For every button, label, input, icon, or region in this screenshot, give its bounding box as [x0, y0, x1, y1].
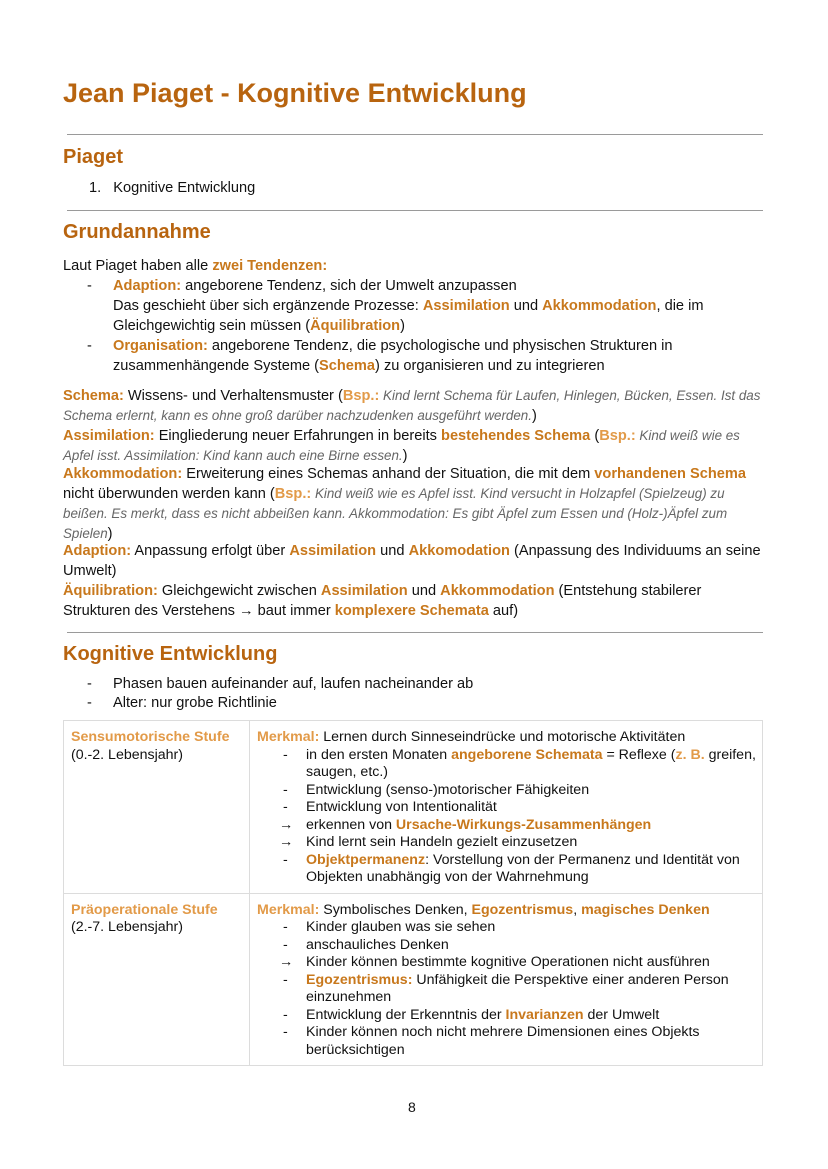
- stages-table: [63, 720, 763, 1066]
- list-item: → erkennen von Ursache-Wirkungs-Zusammenhängen: [279, 816, 652, 833]
- list-item: - anschauliches Denken: [283, 936, 449, 953]
- section-heading-piaget: Piaget: [63, 146, 124, 168]
- definition-aequilibration: Äquilibration: Gleichgewicht zwischen Assimilation und Akkommodation (Entstehung stabilerer Strukturen des Verstehens → baut immer komplexere Schemata auf): [63, 583, 702, 619]
- definition-adaption: Adaption: Anpassung erfolgt über Assimilation und Akkomodation (Anpassung des Individuums an seine Umwelt): [63, 543, 761, 579]
- section-heading-kognitive-entwicklung: Kognitive Entwicklung: [63, 643, 278, 665]
- stage-age: (0.-2. Lebensjahr): [71, 746, 183, 763]
- section-heading-grundannahme: Grundannahme: [63, 221, 211, 243]
- divider: [67, 134, 763, 135]
- divider: [67, 210, 763, 211]
- divider: [67, 632, 763, 633]
- list-item: - Entwicklung (senso-)motorischer Fähigkeiten: [283, 781, 590, 798]
- table-row: [64, 893, 763, 1066]
- page-title: Jean Piaget - Kognitive Entwicklung: [63, 78, 527, 108]
- page-number: 8: [408, 1099, 416, 1115]
- list-item: - Objektpermanenz: Vorstellung von der Permanenz und Identität von Objekten unabhängig von der Wahrnehmung: [283, 851, 740, 885]
- list-item: → Kinder können bestimmte kognitive Operationen nicht ausführen: [279, 954, 710, 970]
- list-item: - Kinder glauben was sie sehen: [283, 919, 496, 935]
- stage-age: (2.-7. Lebensjahr): [71, 919, 183, 935]
- list-item: - Entwicklung der Erkenntnis der Invarianzen der Umwelt: [283, 1006, 660, 1023]
- stage-name: Präoperationale Stufe: [71, 901, 218, 918]
- intro-text: Laut Piaget haben alle zwei Tendenzen:: [63, 258, 328, 274]
- stage-name: Sensumotorische Stufe: [71, 729, 230, 745]
- numbered-list-item: 1. Kognitive Entwicklung: [89, 180, 256, 196]
- stage-features-cell: Merkmal: Lernen durch Sinneseindrücke und motorische Aktivitäten - in den ersten Monaten angeborene Schemata = Reflexe (z. B. greifen, saugen, etc.) - Entwicklung (senso-)motorischer Fähigkeiten - Entwicklung von Intentionalität → erkennen von Ursache-Wirkungs-Zusammenhängen → Kind lernt sein Handeln gezielt einzusetzen - Objektpermanenz: Vorstellung von der Permanenz und Identität von Objekten unabhängig von der Wahrnehmung: [250, 721, 763, 894]
- stage-name-cell: [64, 893, 250, 1066]
- stage-name-cell: [64, 721, 250, 894]
- list-item: - Entwicklung von Intentionalität: [283, 799, 497, 815]
- definition-assimilation: Assimilation: Eingliederung neuer Erfahrungen in bereits bestehendes Schema (Bsp.: Kind weiß wie es Apfel isst. Assimilation: Kind kann auch eine Birne essen.): [63, 428, 740, 464]
- list-item: - in den ersten Monaten angeborene Schemata = Reflexe (z. B. greifen, saugen, etc.): [283, 746, 756, 780]
- stage-features-cell: Merkmal: Symbolisches Denken, Egozentrismus, magisches Denken - Kinder glauben was sie sehen - anschauliches Denken → Kinder können bestimmte kognitive Operationen nicht ausführen - Egozentrismus: Unfähigkeit die Perspektive einer anderen Person einzunehmen - Entwicklung der Erkenntnis der Invarianzen der Umwelt - Kinder können noch nicht mehrere Dimensionen eines Objekts berücksichtigen: [250, 893, 763, 1066]
- table-row: [64, 721, 763, 894]
- definition-schema: Schema: Wissens- und Verhaltensmuster (Bsp.: Kind lernt Schema für Laufen, Hinlegen, Bücken, Essen. Ist das Schema erlernt, kann es ohne groß darüber nachzudenken ausgeführt werden.): [63, 388, 761, 424]
- definition-akkommodation: Akkommodation: Erweiterung eines Schemas anhand der Situation, die mit dem vorhandenen Schema nicht überwunden werden kann (Bsp.: Kind weiß wie es Apfel isst. Kind versucht in Holzapfel (Spielzeug) zu beißen. Es merkt, dass es nicht abbeißen kann. Akkommodation: Es gibt Äpfel zum Essen und (Holz-)Äpfel zum Spielen): [63, 466, 746, 542]
- list-item: → Kind lernt sein Handeln gezielt einzusetzen: [279, 834, 578, 850]
- list-item: - Kinder können noch nicht mehrere Dimensionen eines Objekts berücksichtigen: [283, 1024, 700, 1058]
- list-item: - Egozentrismus: Unfähigkeit die Perspektive einer anderen Person einzunehmen: [283, 971, 729, 1005]
